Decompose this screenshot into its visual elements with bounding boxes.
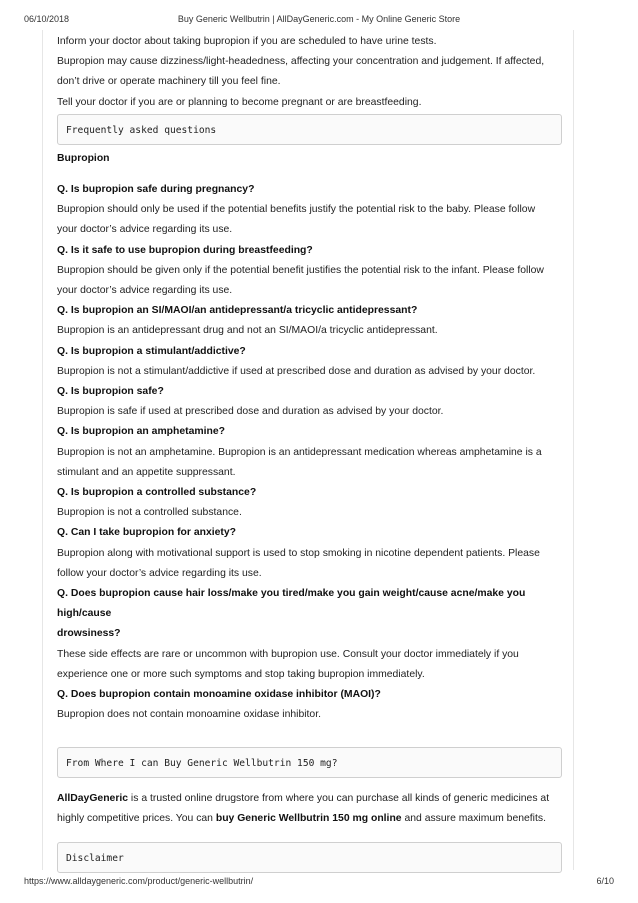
buy-text: is a trusted online drugstore from where you can purchase all kinds of generic medicines at: [128, 792, 550, 804]
faq-answer: Bupropion is not a controlled substance.: [57, 507, 242, 519]
faq-section-box: Frequently asked questions: [57, 114, 562, 145]
faq-question: Q. Does bupropion contain monoamine oxidase inhibitor (MAOI)?: [57, 689, 381, 701]
faq-answer: Bupropion along with motivational support is used to stop smoking in nicotine dependent patients. Please: [57, 547, 540, 559]
disclaimer-box: Disclaimer: [57, 842, 562, 873]
spacer: [57, 169, 562, 180]
faq-question: Q. Does bupropion cause hair loss/make you tired/make you gain weight/cause acne/make you high/cause: [57, 588, 526, 620]
faq-question: Q. Is bupropion a stimulant/addictive?: [57, 345, 246, 357]
buy-text: and assure maximum benefits.: [401, 812, 546, 824]
buy-text: highly competitive prices. You can: [57, 812, 216, 824]
intro-paragraph: Inform your doctor about taking bupropion if you are scheduled to have urine tests.: [57, 36, 437, 47]
faq-question: Q. Is bupropion safe?: [57, 386, 164, 398]
faq-answer: your doctor’s advice regarding its use.: [57, 224, 233, 236]
buy-link-text: buy Generic Wellbutrin 150 mg online: [215, 812, 402, 824]
faq-question: Q. Is bupropion safe during pregnancy?: [57, 184, 255, 196]
intro-paragraph: don’t drive or operate machinery till you feel fine.: [57, 76, 281, 88]
buy-section-box: From Where I can Buy Generic Wellbutrin 150 mg?: [57, 747, 562, 778]
faq-topic: Bupropion: [57, 152, 110, 164]
faq-answer: Bupropion should only be used if the potential benefits justify the potential risk to the baby. Please follow: [57, 204, 536, 216]
faq-answer: Bupropion is not a stimulant/addictive if used at prescribed dose and duration as advised by your doctor.: [57, 365, 536, 377]
faq-question: drowsiness?: [57, 628, 121, 640]
faq-answer: Bupropion is an antidepressant drug and not an SI/MAOI/a tricyclic antidepressant.: [57, 325, 438, 337]
faq-question: Q. Is bupropion an SI/MAOI/an antidepressant/a tricyclic antidepressant?: [57, 305, 418, 317]
faq-question: Q. Is it safe to use bupropion during breastfeeding?: [57, 244, 313, 256]
faq-answer: your doctor’s advice regarding its use.: [57, 285, 233, 297]
faq-answer: follow your doctor’s advice regarding its use.: [57, 567, 262, 579]
print-header: [24, 14, 614, 26]
page-content: [57, 32, 562, 873]
print-date: 06/10/2018: [24, 14, 70, 24]
faq-answer: stimulant and an appetite suppressant.: [57, 466, 236, 478]
faq-question: Q. Can I take bupropion for anxiety?: [57, 527, 236, 539]
brand-name: AllDayGeneric: [57, 792, 129, 804]
faq-answer: These side effects are rare or uncommon with bupropion use. Consult your doctor immediately if you: [57, 648, 519, 660]
print-footer: [24, 876, 614, 888]
faq-question: Q. Is bupropion a controlled substance?: [57, 487, 257, 499]
print-title: Buy Generic Wellbutrin | AllDayGeneric.com - My Online Generic Store: [177, 14, 461, 24]
page-number: 6/10: [596, 876, 614, 886]
buy-paragraph: [57, 789, 562, 809]
faq-answer: Bupropion does not contain monoamine oxidase inhibitor.: [57, 709, 321, 721]
intro-paragraph: Bupropion may cause dizziness/light-headedness, affecting your concentration and judgement. If affected,: [57, 56, 545, 68]
faq-answer: experience one or more such symptoms and stop taking bupropion immediately.: [57, 668, 425, 680]
print-url: https://www.alldaygeneric.com/product/generic-wellbutrin/: [24, 876, 254, 886]
faq-answer: Bupropion is not an amphetamine. Bupropion is an antidepressant medication whereas amphetamine is a: [57, 446, 542, 458]
faq-answer: Bupropion should be given only if the potential benefit justifies the potential risk to the infant. Please follow: [57, 264, 544, 276]
buy-paragraph: [57, 809, 562, 829]
faq-answer: Bupropion is safe if used at prescribed dose and duration as advised by your doctor.: [57, 406, 444, 418]
intro-paragraph: Tell your doctor if you are or planning to become pregnant or are breastfeeding.: [57, 96, 422, 108]
faq-question: Q. Is bupropion an amphetamine?: [57, 426, 225, 438]
